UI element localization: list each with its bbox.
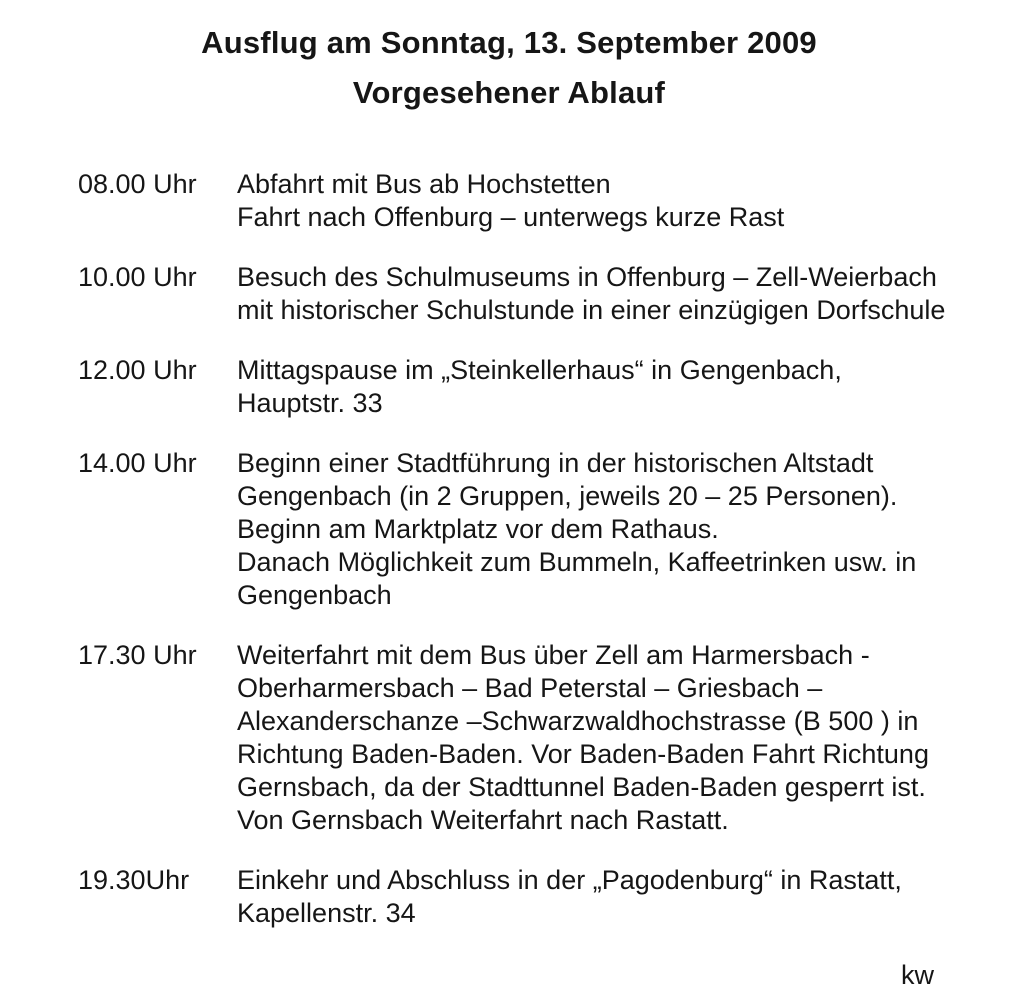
document-title: Ausflug am Sonntag, 13. September 2009 [201,25,817,60]
entry-line: Einkehr und Abschluss in der „Pagodenburg“ in Rastatt, [237,865,902,895]
entry-line: Mittagspause im „Steinkellerhaus“ in Gengenbach, [237,355,842,385]
entry-time: 12.00 Uhr [78,355,197,385]
entry-time: 08.00 Uhr [78,169,197,199]
entry-lines [237,639,958,837]
entry-lines [237,261,958,327]
entry-line: Beginn am Marktplatz vor dem Rathaus. [237,514,719,544]
entry-line: Weiterfahrt mit dem Bus über Zell am Harmersbach - [237,640,870,670]
entry-lines [237,168,958,234]
entry-line: Alexanderschanze –Schwarzwaldhochstrasse (B 500 ) in [237,706,919,736]
entry-line: Gengenbach [237,580,392,610]
entry-line: Abfahrt mit Bus ab Hochstetten [237,169,611,199]
schedule [0,168,1018,930]
entry-line: Besuch des Schulmuseums in Offenburg – Zell-Weierbach [237,262,937,292]
schedule-entry [78,864,958,930]
entry-lines [237,447,958,612]
schedule-entry [78,447,958,612]
entry-line: Beginn einer Stadtführung in der historischen Altstadt [237,448,874,478]
entry-line: Fahrt nach Offenburg – unterwegs kurze Rast [237,202,785,232]
entry-time: 17.30 Uhr [78,640,197,670]
entry-time: 10.00 Uhr [78,262,197,292]
schedule-entry [78,639,958,837]
schedule-entry [78,354,958,420]
entry-lines [237,354,958,420]
schedule-entry [78,168,958,234]
entry-line: Richtung Baden-Baden. Vor Baden-Baden Fahrt Richtung [237,739,929,769]
entry-line: Oberharmersbach – Bad Peterstal – Griesbach – [237,673,823,703]
document-header [0,0,1018,112]
entry-line: Gengenbach (in 2 Gruppen, jeweils 20 – 25 Personen). [237,481,898,511]
entry-time: 19.30Uhr [78,865,190,895]
entry-line: Kapellenstr. 34 [237,898,416,928]
entry-line: Gernsbach, da der Stadttunnel Baden-Baden gesperrt ist. [237,772,926,802]
entry-line: Danach Möglichkeit zum Bummeln, Kaffeetrinken usw. in [237,547,917,577]
entry-lines [237,864,958,930]
schedule-entry [78,261,958,327]
document-subtitle: Vorgesehener Ablauf [352,75,666,110]
entry-line: Von Gernsbach Weiterfahrt nach Rastatt. [237,805,729,835]
author-initials: kw [901,960,934,990]
entry-line: Hauptstr. 33 [237,388,383,418]
entry-line: mit historischer Schulstunde in einer einzügigen Dorfschule [237,295,946,325]
entry-time: 14.00 Uhr [78,448,197,478]
